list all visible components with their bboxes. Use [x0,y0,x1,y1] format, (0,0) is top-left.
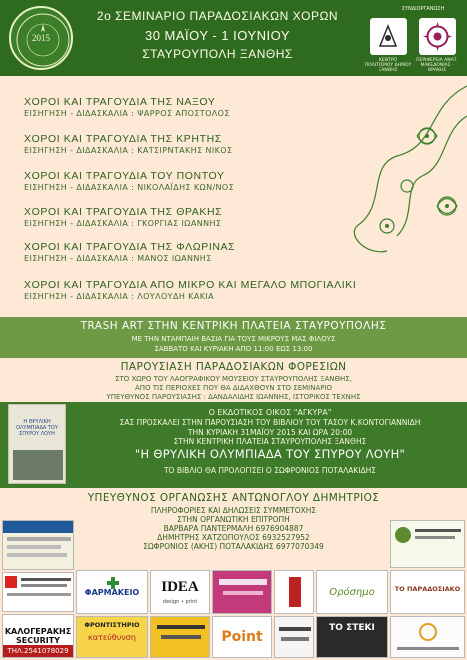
region-logo-icon [419,18,456,55]
workshop-teacher: ΕΙΣΗΓΗΣΗ - ΔΙΔΑΣΚΑΛΙΑ : ΨΑΡΡΟΣ ΑΠΟΣΤΟΛΟΣ [24,109,230,118]
workshop-teacher: ΕΙΣΗΓΗΣΗ - ΔΙΔΑΣΚΑΛΙΑ : ΚΑΤΣΙΡΝΤΑΚΗΣ ΝΙΚΟΣ [24,146,233,155]
workshop-title: ΧΟΡΟΙ ΚΑΙ ΤΡΑΓΟΥΔΙΑ ΤΗΣ ΘΡΑΚΗΣ [24,206,223,218]
workshop-title: ΧΟΡΟΙ ΚΑΙ ΤΡΑΓΟΥΔΙΑ ΤΟΥ ΠΟΝΤΟΥ [24,170,225,182]
workshop-naxos [24,96,454,118]
steki-name: ΤΟ ΣΤΕΚΙ [329,623,375,633]
contact-line: ΔΗΜΗΤΡΗΣ ΧΑΤΖΟΠΟΥΛΟΣ 6932527952 [157,533,310,542]
security-name: ΚΑΛΟΓΕΡΑΚΗΣ SECURITY [4,627,72,645]
seminar-location: ΣΤΑΥΡΟΥΠΟΛΗ ΞΑΝΘΗΣ [142,47,293,61]
co-organizers-label: ΣΥΝΔΙΟΡΓΑΝΩΣΗ [401,6,445,12]
region-caption: ΠΕΡΙΦΕΡΕΙΑ ΑΝΑΤ. ΜΑΚΕΔΟΝΙΑΣ - ΘΡΑΚΗΣ [416,58,458,73]
sponsor-ad [150,616,210,658]
paradosiako-ad [390,570,465,614]
sponsor-ad [390,520,465,568]
trash-art-title: TRASH ART ΣΤΗΝ ΚΕΝΤΡΙΚΗ ΠΛΑΤΕΙΑ ΣΤΑΥΡΟΥΠΟΛΗΣ [80,320,387,332]
emblem-year: 2015 [32,33,50,43]
pharmacy-cross-icon [107,574,119,586]
workshop-title: ΧΟΡΟΙ ΚΑΙ ΤΡΑΓΟΥΔΙΑ ΑΠΟ ΜΙΚΡΟ ΚΑΙ ΜΕΓΑΛΟ ΜΠΟΓΙΑΛΙΚΙ [24,279,357,291]
pharmacy-name: ΦΑΡΜΑΚΕΙΟ [84,588,140,597]
workshop-crete [24,133,454,155]
cultural-center-logo-icon [370,18,407,55]
workshop-teacher: ΕΙΣΗΓΗΣΗ - ΔΙΔΑΣΚΑΛΙΑ : ΜΑΝΟΣ ΙΩΑΝΝΗΣ [24,254,212,263]
seminar-emblem-icon [9,6,73,70]
organizer-committee: ΣΤΗΝ ΟΡΓΑΝΩΤΙΚΗ ΕΠΙΤΡΟΠΗ [177,515,290,524]
sponsor-ad [274,616,314,658]
book-cover-photo [13,450,63,480]
costume-title: ΠΑΡΟΥΣΙΑΣΗ ΠΑΡΑΔΟΣΙΑΚΩΝ ΦΟΡΕΣΙΩΝ [120,361,347,373]
sponsor-ad [390,616,465,658]
frontistirio-name: ΦΡΟΝΤΙΣΤΗΡΙΟ [84,621,140,629]
organizer-info: ΠΛΗΡΟΦΟΡΙΕΣ ΚΑΙ ΔΗΛΩΣΕΙΣ ΣΥΜΜΕΤΟΧΗΣ [150,506,317,515]
book-cover-image [8,404,66,484]
costume-line: ΑΠΟ ΤΙΣ ΠΕΡΙΟΧΕΣ ΠΟΥ ΘΑ ΔΙΔΑΧΘΟΥΝ ΣΤΟ ΣΕΜΙΝΑΡΙΟ [134,384,333,392]
sponsor-ad [212,570,272,614]
security-ad [2,614,74,658]
sponsor-ad [274,570,314,614]
workshop-teacher: ΕΙΣΗΓΗΣΗ - ΔΙΔΑΣΚΑΛΙΑ : ΛΟΥΛΟΥΔΗ ΚΑΚΙΑ [24,292,214,301]
contact-line: ΒΑΡΒΑΡΑ ΠΑΝΤΕΡΜΑΛΗ 6976904887 [163,524,304,533]
frontistirio-ad [76,616,148,658]
book-cover-title: Η ΘΡΥΛΙΚΗ ΟΛΥΜΠΙΑΔΑ ΤΟΥ ΣΠΥΡΟΥ ΛΟΥΗ [16,419,58,437]
pharmacy-ad [76,570,148,614]
book-invite-line: ΣΑΣ ΠΡΟΣΚΑΛΕΙ ΣΤΗΝ ΠΑΡΟΥΣΙΑΣΗ ΤΟΥ ΒΙΒΛΙΟΥ ΤΟΥ ΤΑΣΟΥ Κ.ΚΟΝΤΟΓΙΑΝΝΙΔΗ [119,418,421,427]
costume-presenter: ΥΠΕΥΘΥΝΟΣ ΠΑΡΟΥΣΙΑΣΗΣ : ΔΑΝΔΑΛΙΔΗΣ ΙΩΑΝΝΗΣ, ΙΣΤΟΡΙΚΟΣ ΤΕΧΝΗΣ [106,393,361,401]
workshop-teacher: ΕΙΣΗΓΗΣΗ - ΔΙΔΑΣΚΑΛΙΑ : ΓΚΟΡΓΙΑΣ ΙΩΑΝΝΗΣ [24,219,222,228]
idea-name: IDEA [161,579,199,595]
book-foreword-line: ΤΟ ΒΙΒΛΙΟ ΘΑ ΠΡΟΛΟΓΙΣΕΙ Ο ΣΩΦΡΟΝΙΟΣ ΠΟΤΑΛΑΚΙΔΗΣ [163,466,377,475]
idea-sub: design • print [162,599,198,605]
organizer-title: ΥΠΕΥΘΥΝΟΣ ΟΡΓΑΝΩΣΗΣ ΑΝΤΩΝΟΓΛΟΥ ΔΗΜΗΤΡΙΟΣ [87,492,380,504]
trash-art-line: ΜΕ ΤΗΝ ΝΤΑΜΠΑΙΗ ΒΑΣΙΑ ΓΙΑ ΤΟΥΣ ΜΙΚΡΟΥΣ ΜΑΣ ΦΙΛΟΥΣ [131,335,336,343]
orosimo-ad [316,570,388,614]
paradosiako-name: ΤΟ ΠΑΡΑΔΟΣΙΑΚΟ [394,585,461,593]
workshop-thrace [24,206,454,228]
orosimo-name: Ορόσημο [329,587,375,598]
seminar-title: 2ο ΣΕΜΙΝΑΡΙΟ ΠΑΡΑΔΟΣΙΑΚΩΝ ΧΟΡΩΝ [96,9,339,23]
sponsor-ad [2,520,74,570]
frontistirio-sub: κατεύθυνση [88,633,136,642]
trash-art-band [0,317,467,358]
costume-line: ΣΤΟ ΧΩΡΟ ΤΟΥ ΛΑΟΓΡΑΦΙΚΟΥ ΜΟΥΣΕΙΟΥ ΣΤΑΥΡΟΥΠΟΛΗΣ ΞΑΝΘΗΣ, [115,375,352,383]
workshop-title: ΧΟΡΟΙ ΚΑΙ ΤΡΑΓΟΥΔΙΑ ΤΗΣ ΝΑΞΟΥ [24,96,216,108]
contact-line: ΣΩΦΡΟΝΙΟΣ (ΑΚΗΣ) ΠΟΤΑΛΑΚΙΔΗΣ 6977070349 [143,542,324,551]
sponsor-ad [2,572,74,612]
workshop-florina [24,241,454,263]
workshop-mpogialiki [24,279,454,301]
trash-art-schedule: ΣΑΒΒΑΤΟ ΚΑΙ ΚΥΡΙΑΚΗ ΑΠΟ 11:00 ΕΩΣ 13:00 [154,345,313,353]
steki-ad [316,616,388,658]
point-name: Point [221,629,263,645]
workshop-title: ΧΟΡΟΙ ΚΑΙ ΤΡΑΓΟΥΔΙΑ ΤΗΣ ΦΛΩΡΙΝΑΣ [24,241,236,253]
header-band [0,0,467,76]
book-title: "Η ΘΡΥΛΙΚΗ ΟΛΥΜΠΙΑΔΑ ΤΟΥ ΣΠΥΡΟΥ ΛΟΥΗ" [134,447,406,461]
publisher-line: Ο ΕΚΔΟΤΙΚΟΣ ΟΙΚΟΣ "ΑΓΚΥΡΑ" [208,408,332,417]
book-place-line: ΣΤΗΝ ΚΕΝΤΡΙΚΗ ΠΛΑΤΕΙΑ ΣΤΑΥΡΟΥΠΟΛΗΣ ΞΑΝΘΗΣ [173,437,367,446]
workshop-teacher: ΕΙΣΗΓΗΣΗ - ΔΙΔΑΣΚΑΛΙΑ : ΝΙΚΟΛΑΪΔΗΣ ΚΩΝ/ΝΟΣ [24,183,235,192]
workshop-pontos [24,170,454,192]
security-phone: ΤΗΛ.2541078029 [3,645,73,657]
workshop-title: ΧΟΡΟΙ ΚΑΙ ΤΡΑΓΟΥΔΙΑ ΤΗΣ ΚΡΗΤΗΣ [24,133,222,145]
book-date-line: ΤΗΝ ΚΥΡΙΑΚΗ 31ΜΑΪΟΥ 2015 ΚΑΙ ΩΡΑ 20:00 [187,428,353,437]
cultural-center-caption: ΚΕΝΤΡΟ ΠΟΛΙΤΙΣΜΟΥ ΔΗΜΟΥ ΞΑΝΘΗΣ [364,58,412,73]
seminar-dates: 30 ΜΑΪΟΥ - 1 ΙΟΥΝΙΟΥ [144,28,291,43]
point-ad [212,616,272,658]
idea-ad [150,570,210,614]
